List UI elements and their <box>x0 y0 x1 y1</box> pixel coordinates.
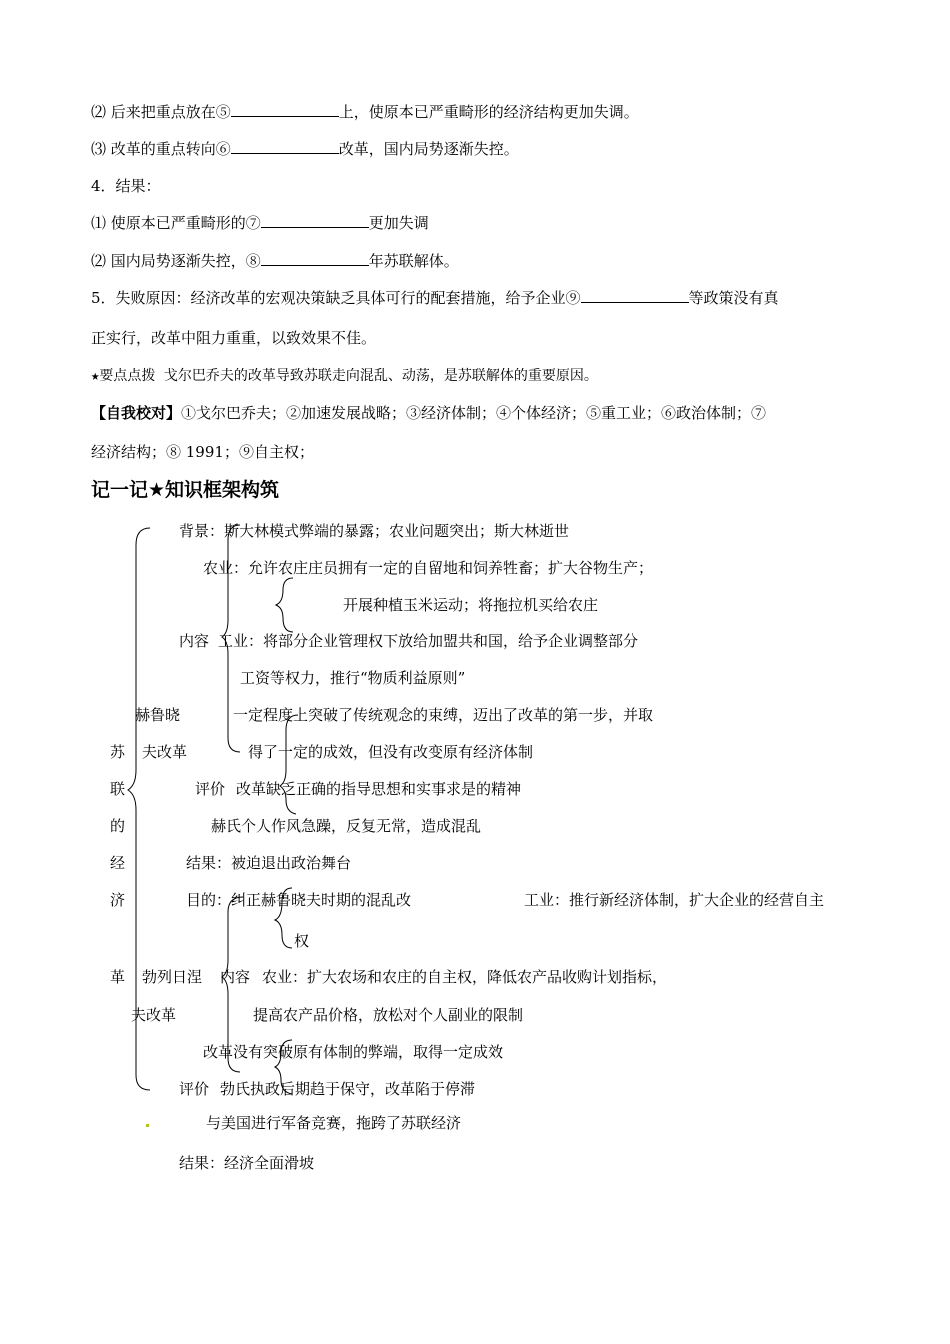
key-point-tip: ★要点点拨 戈尔巴乔夫的改革导致苏联走向混乱、动荡，是苏联解体的重要原因。 <box>91 368 598 384</box>
failure-reason-cont: 正实行，改革中阻力重重，以致效果不佳。 <box>91 329 377 347</box>
khrushchev-eval-1: 一定程度上突破了传统观念的束缚，迈出了改革的第一步，并取 <box>233 706 654 724</box>
decorative-dot <box>146 1124 149 1127</box>
brezhnev-result: 结果：经济全面滑坡 <box>179 1154 315 1172</box>
khrushchev-agri-brace <box>276 578 293 632</box>
brezhnev-agri-1: 农业：扩大农场和农庄的自主权，降低农产品收购计划指标， <box>262 968 668 986</box>
khrushchev-name-2: 夫改革 <box>142 743 188 761</box>
root-char-3: 的 <box>110 817 126 835</box>
khrushchev-eval-2: 得了一定的成效，但没有改变原有经济体制 <box>248 743 534 761</box>
root-char-1: 苏 <box>110 743 126 761</box>
brezhnev-eval-label: 评价 <box>179 1080 210 1098</box>
khrushchev-eval-brace <box>280 715 298 814</box>
root-char-5: 济 <box>110 891 126 909</box>
khrushchev-industry-2: 工资等权力，推行“物质利益原则” <box>240 669 466 687</box>
khrushchev-background: 背景：斯大林模式弊端的暴露；农业问题突出；斯大林逝世 <box>179 522 570 540</box>
khrushchev-agri-2: 开展种植玉米运动；将拖拉机买给农庄 <box>343 596 599 614</box>
framework-heading: 记一记★知识框架构筑 <box>91 479 280 501</box>
question-line-2: ⑵ 后来把重点放在⑤ 上，使原本已严重畸形的经济结构更加失调。 <box>91 103 639 121</box>
failure-reason-line: 5．失败原因：经济改革的宏观决策缺乏具体可行的配套措施，给予企业⑨ 等政策没有真 <box>91 289 779 307</box>
brezhnev-industry-1: 工业：推行新经济体制，扩大企业的经营自主 <box>524 891 825 909</box>
result-line-1: ⑴ 使原本已严重畸形的⑦ 更加失调 <box>91 214 429 232</box>
khrushchev-industry-1: 工业：将部分企业管理权下放给加盟共和国，给予企业调整部分 <box>218 632 639 650</box>
khrushchev-name-1: 赫鲁晓 <box>135 706 181 724</box>
brezhnev-agri-2: 提高农产品价格，放松对个人副业的限制 <box>253 1006 524 1024</box>
brezhnev-eval-2: 勃氏执政后期趋于保守，改革陷于停滞 <box>220 1080 476 1098</box>
brezhnev-eval-3: 与美国进行军备竞赛，拖跨了苏联经济 <box>206 1114 462 1132</box>
self-check-line-1: 【自我校对】①戈尔巴乔夫；②加速发展战略；③经济体制；④个体经济；⑤重工业；⑥政治体制；⑦ <box>91 404 767 422</box>
question-line-3: ⑶ 改革的重点转向⑥ 改革，国内局势逐渐失控。 <box>91 140 519 158</box>
khrushchev-content-label: 内容 <box>179 632 210 650</box>
brezhnev-name-2: 夫改革 <box>131 1006 177 1024</box>
khrushchev-eval-label: 评价 <box>195 780 226 798</box>
root-char-4: 经 <box>110 854 126 872</box>
self-check-line-2: 经济结构；⑧ 1991；⑨自主权； <box>91 443 314 461</box>
khrushchev-eval-4: 赫氏个人作风急躁，反复无常，造成混乱 <box>211 817 482 835</box>
brezhnev-eval-1: 改革没有突破原有体制的弊端，取得一定成效 <box>203 1043 504 1061</box>
brezhnev-purpose: 目的：纠正赫鲁晓夫时期的混乱改 <box>186 891 412 909</box>
result-line-2: ⑵ 国内局势逐渐失控，⑧ 年苏联解体。 <box>91 252 459 270</box>
root-char-2: 联 <box>110 780 126 798</box>
khrushchev-eval-3: 改革缺乏正确的指导思想和实事求是的精神 <box>236 780 522 798</box>
khrushchev-agri-1: 农业：允许农庄庄员拥有一定的自留地和饲养牲畜；扩大谷物生产； <box>203 559 654 577</box>
brezhnev-name-1: 勃列日涅 <box>142 968 203 986</box>
brezhnev-industry-2: 权 <box>294 932 310 950</box>
khrushchev-result: 结果：被迫退出政治舞台 <box>186 854 352 872</box>
result-title: 4．结果： <box>91 177 161 195</box>
root-char-6: 革 <box>110 968 126 986</box>
brezhnev-content-label: 内容 <box>220 968 251 986</box>
